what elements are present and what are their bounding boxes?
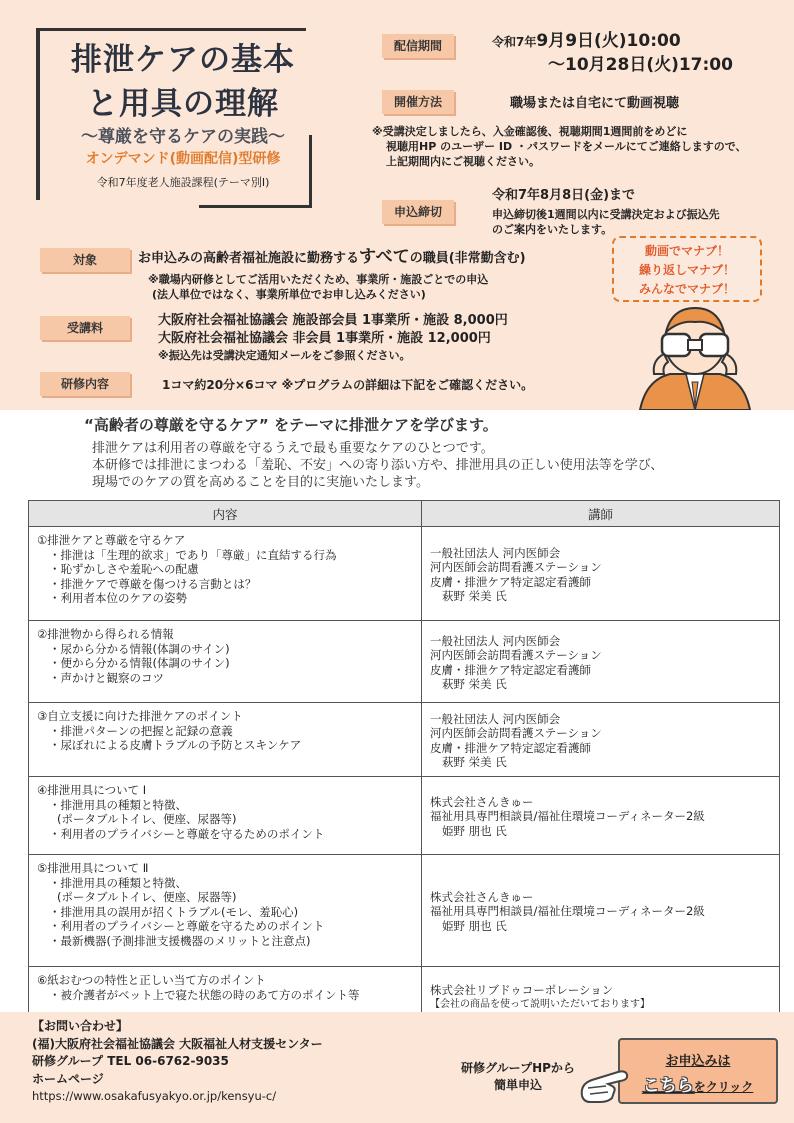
period-start-prefix: 令和7年 [492, 35, 537, 49]
intro-line-1: 排泄ケアは利用者の尊厳を守るうえで最も重要なケアのひとつです。 [92, 441, 494, 456]
row-title: ①排泄ケアと尊厳を守るケア [37, 533, 186, 547]
apply-button[interactable] [618, 1038, 778, 1104]
row-content [29, 703, 422, 777]
row-lecturer [422, 527, 780, 621]
row-lecturer [422, 855, 780, 967]
table-row [29, 777, 780, 855]
table-row [29, 855, 780, 967]
table-row [29, 527, 780, 621]
lecturer-name: 姫野 朋也 氏 [442, 823, 507, 838]
period-start [492, 30, 681, 52]
row-item: ・被介護者がベット上で寝た状態の時のあて方のポイント等 [49, 987, 360, 1002]
course-name: 令和7年度老人施設課程(テーマ別Ⅰ) [96, 176, 270, 189]
lecturer-org: 株式会社リブドゥコーポレーション [430, 983, 614, 997]
catchphrase-bubble [612, 236, 762, 302]
row-item: (ポータブルトイレ、便座、尿器等) [57, 890, 237, 904]
catchphrase-line-1: 動画でマナブ！ [644, 244, 729, 258]
table-row [29, 621, 780, 703]
row-item: ・恥ずかしさや羞恥への配慮 [49, 562, 199, 576]
target-value [138, 247, 526, 267]
method-note-line-3: 上記期間内にご視聴ください。 [386, 155, 540, 168]
row-item: ・排泄用具の誤用が招くトラブル(モレ、羞恥心) [49, 904, 299, 919]
contact-block [32, 1018, 323, 1106]
lecturer-title: 皮膚・排泄ケア特定認定看護師 [430, 662, 591, 677]
contact-tel: 研修グループ TEL 06-6762-9035 [32, 1054, 229, 1068]
row-item: ・利用者本位のケアの姿勢 [49, 591, 187, 605]
lecturer-org: 一般社団法人 河内医師会 [430, 545, 561, 560]
apply-info [448, 1060, 588, 1094]
row-item: ・尿ぼれによる皮膚トラブルの予防とスキンケア [49, 738, 302, 752]
row-title: ⑤排泄用具について Ⅱ [37, 861, 149, 875]
row-item: ・利用者のプライバシーと尊厳を守るためのポイント [49, 826, 325, 841]
apply-button-line-1: お申込みは [665, 1054, 731, 1069]
lecturer-org: 株式会社さんきゅー [430, 794, 534, 809]
lecturer-org: 河内医師会訪問看護ステーション [430, 560, 602, 574]
lecturer-name: 萩野 栄美 氏 [442, 677, 507, 691]
deadline-value: 令和7年8月8日(金)まで [492, 188, 636, 203]
fee-member: 大阪府社会福祉協議会 施設部会員 1事業所・施設 8,000円 [158, 313, 508, 328]
table-row [29, 703, 780, 777]
row-lecturer [422, 703, 780, 777]
catchphrase-line-3: みんなでマナブ！ [638, 282, 735, 296]
apply-button-rest: をクリック [693, 1080, 754, 1094]
intro-line-3: 現場でのケアの質を高めることを目的に実施いたします。 [92, 475, 429, 490]
fee-note: ※振込先は受講決定通知メールをご参照ください。 [158, 349, 411, 362]
target-note-line-1: ※職場内研修としてご活用いただくため、事業所・施設ごとでの申込 [148, 273, 489, 286]
row-item: ・排泄パターンの把握と記録の意義 [49, 723, 233, 738]
header-lecturer: 講師 [422, 501, 780, 527]
apply-button-line-2 [620, 1071, 776, 1096]
row-item: ・排泄は「生理的欲求」であり「尊厳」に直結する行為 [49, 547, 337, 562]
row-title: ②排泄物から得られる情報 [37, 627, 174, 641]
binoculars-person-illustration [632, 302, 758, 410]
lecturer-org: 株式会社さんきゅー [430, 889, 534, 904]
lecturer-note: 【会社の商品を使って説明いただいております】 [430, 998, 650, 1010]
lecturer-title: 皮膚・排泄ケア特定認定看護師 [430, 574, 591, 589]
row-item: ・最新機器(予測排泄支援機器のメリットと注意点) [49, 933, 311, 948]
subtitle: ～尊厳を守るケアの実践～ [81, 127, 285, 147]
row-lecturer [422, 621, 780, 703]
program-table [28, 500, 780, 1027]
lecturer-org: 一般社団法人 河内医師会 [430, 633, 561, 648]
target-note-line-2: (法人単位ではなく、事業所単位でお申し込みください) [152, 288, 426, 301]
lecturer-title: 福祉用具専門相談員/福祉住環境コーディネーター2級 [430, 809, 705, 824]
period-end: ～10月28日(火)17:00 [548, 55, 733, 75]
pointing-hand-icon [578, 1062, 634, 1104]
page-title [52, 38, 314, 126]
row-item: ・便から分かる情報(体調のサイン) [49, 656, 230, 670]
apply-info-line-2: 簡単申込 [493, 1078, 542, 1092]
row-item: ・排泄用具の種類と特徴、 [49, 875, 187, 890]
deadline-label: 申込締切 [382, 200, 454, 224]
lecturer-org: 河内医師会訪問看護ステーション [430, 726, 602, 740]
intro-text [92, 440, 772, 491]
fee-values [158, 312, 508, 348]
row-content [29, 527, 422, 621]
row-content [29, 621, 422, 703]
content-label: 研修内容 [40, 372, 130, 396]
method-note [372, 124, 747, 169]
apply-button-emphasis: こちら [642, 1076, 694, 1096]
lecturer-name: 萩野 栄美 氏 [442, 755, 507, 769]
catchphrase-line-2: 繰り返しマナブ！ [638, 263, 735, 277]
lecturer-name: 姫野 朋也 氏 [442, 918, 507, 933]
contact-hp-label: ホームページ [32, 1071, 104, 1086]
row-item: ・利用者のプライバシーと尊厳を守るためのポイント [49, 919, 325, 933]
deadline-note-line-2: のご案内をいたします。 [492, 223, 613, 236]
title-line-1: 排泄ケアの基本 [71, 42, 295, 78]
lecturer-org: 一般社団法人 河内医師会 [430, 711, 561, 726]
fee-label: 受講料 [40, 316, 130, 340]
row-title: ③自立支援に向けた排泄ケアのポイント [37, 709, 243, 723]
content-value: 1コマ約20分×6コマ ※プログラムの詳細は下記をご確認ください。 [162, 378, 534, 392]
method-note-line-2: 視聴用HP のユーザー ID ・パスワードをメールにてご連絡しますので、 [386, 140, 747, 153]
title-line-2: と用具の理解 [87, 86, 279, 122]
lecturer-title: 皮膚・排泄ケア特定認定看護師 [430, 740, 591, 755]
contact-heading: 【お問い合わせ】 [32, 1019, 129, 1033]
lead-heading: “高齢者の尊厳を守るケア” をテーマに排泄ケアを学びます。 [84, 416, 498, 434]
target-text-pre: お申込みの高齢者福祉施設に勤務する [138, 251, 360, 266]
row-item: ・排泄用具の種類と特徴、 [49, 797, 187, 812]
row-title: ④排泄用具について Ⅰ [37, 783, 147, 797]
table-header-row [29, 501, 780, 527]
row-title: ⑥紙おむつの特性と正しい当て方のポイント [37, 973, 266, 987]
row-item: (ポータブルトイレ、便座、尿器等) [57, 812, 237, 826]
intro-line-2: 本研修では排泄にまつわる「羞恥、不安」への寄り添い方や、排泄用具の正しい使用法等を学び、 [92, 458, 664, 473]
apply-info-line-1: 研修グループHPから [461, 1061, 575, 1075]
row-item: ・尿から分かる情報(体調のサイン) [49, 641, 230, 656]
row-content [29, 855, 422, 967]
method-value: 職場または自宅にて動画視聴 [510, 96, 680, 111]
target-note [148, 272, 488, 302]
lecturer-name: 萩野 栄美 氏 [442, 589, 507, 603]
target-text-post: の職員(非常勤含む) [409, 251, 526, 266]
training-format: オンデマンド(動画配信)型研修 [85, 151, 281, 167]
method-label: 開催方法 [382, 90, 454, 114]
homepage-link[interactable]: https://www.osakafusyakyo.or.jp/kensyu-c/ [32, 1089, 277, 1103]
row-item: ・排泄ケアで尊厳を傷つける言動とは？ [49, 576, 257, 591]
header-content: 内容 [29, 501, 422, 527]
row-item: ・声かけと観察のコツ [49, 670, 164, 685]
lecturer-title: 福祉用具専門相談員/福祉住環境コーディネーター2級 [430, 904, 705, 919]
deadline-note [492, 207, 720, 237]
deadline-note-line-1: 申込締切後1週間以内に受講決定および振込先 [492, 208, 720, 221]
target-label: 対象 [40, 248, 130, 272]
target-text-emphasis: すべて [359, 247, 410, 267]
contact-org: (福)大阪府社会福祉協議会 大阪福祉人材支援センター [32, 1036, 323, 1051]
period-label: 配信期間 [382, 34, 454, 58]
method-note-line-1: ※受講決定しましたら、入金確認後、視聴期間1週間前をめどに [372, 125, 688, 138]
period-start-date: 9月9日(火)10:00 [536, 31, 681, 51]
fee-non-member: 大阪府社会福祉協議会 非会員 1事業所・施設 12,000円 [158, 331, 491, 346]
row-lecturer [422, 777, 780, 855]
row-content [29, 777, 422, 855]
lecturer-org: 河内医師会訪問看護ステーション [430, 648, 602, 662]
